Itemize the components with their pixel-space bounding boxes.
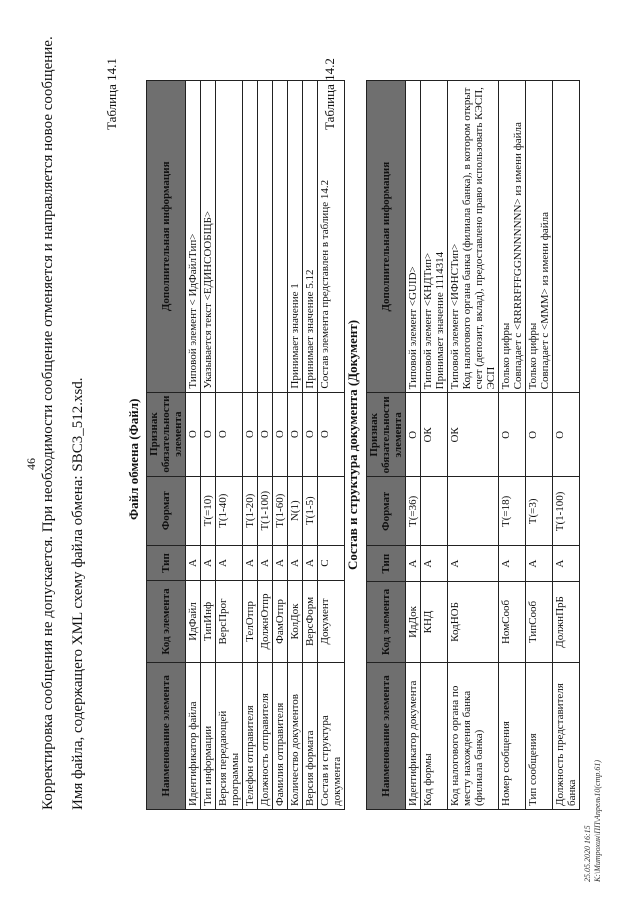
table2-cell: Тип сообщения: [526, 662, 553, 809]
table2-cell: А: [553, 546, 580, 582]
table1-cell: О: [303, 392, 318, 476]
intro-text-line1: Корректировка сообщения не допускается. При необходимости сообщение отменяется и направляется новое сообщение.: [40, 36, 56, 810]
table2-cell: Код формы: [421, 662, 448, 809]
table2-cell: [553, 81, 580, 393]
table1-header-row: [147, 81, 186, 810]
rotated-content: [18, 20, 622, 900]
table1-cell: N(1): [288, 476, 303, 545]
table1-cell: Должность отправителя: [258, 662, 273, 809]
table2-cell: А: [421, 546, 448, 582]
table2: [366, 80, 580, 810]
table1-cell: Версия передающей программы: [216, 662, 243, 809]
table1-row: [258, 81, 273, 810]
table2-cell: Номер сообщения: [499, 662, 526, 809]
table2-cell: Т(=18): [499, 477, 526, 546]
table1-cell: А: [288, 545, 303, 581]
table1-cell: [273, 81, 288, 393]
table1-cell: Т(=10): [201, 476, 216, 545]
table2-header-cell: Код элемента: [367, 581, 406, 662]
table1-row: [288, 81, 303, 810]
table2-cell: Т(=36): [406, 477, 421, 546]
table2-cell: О: [499, 393, 526, 477]
table1-cell: Тип информации: [201, 662, 216, 809]
table1-cell: ВерсПрог: [216, 581, 243, 662]
table1-cell: Версия формата: [303, 662, 318, 809]
table2-cell: Т(=3): [526, 477, 553, 546]
table2-cell: Типовой элемент <ИФНСТип> Код налогового органа банка (филиала банка), в котором открыт счет (депозит, вклад), предоставлено право использовать КЭСП, ЭСП: [448, 81, 499, 393]
table1-cell: Состав и структура документа: [318, 662, 345, 809]
table1-header-cell: Формат: [147, 476, 186, 545]
table1-cell: О: [258, 392, 273, 476]
table2-row: [448, 81, 499, 810]
table1-row: [201, 81, 216, 810]
table2-header-cell: Формат: [367, 477, 406, 546]
table1-cell: О: [201, 392, 216, 476]
table2-cell: ОК: [448, 393, 499, 477]
table1-cell: С: [318, 545, 345, 581]
table1-cell: ДолжнОтпр: [258, 581, 273, 662]
table1-cell: ТипИнф: [201, 581, 216, 662]
table2-cell: А: [448, 546, 499, 582]
table1-caption: Таблица 14.1: [104, 58, 119, 130]
table2-cell: А: [499, 546, 526, 582]
table1-cell: Телефон отправителя: [243, 662, 258, 809]
table1-cell: О: [186, 392, 201, 476]
table1-header-cell: Признак обязательности элемента: [147, 392, 186, 476]
table1-cell: [318, 476, 345, 545]
table2-cell: О: [406, 393, 421, 477]
table2-row: [421, 81, 448, 810]
table1-row: [303, 81, 318, 810]
table1-cell: А: [273, 545, 288, 581]
table2-cell: НомСооб: [499, 581, 526, 662]
table2-row: [526, 81, 553, 810]
table1-cell: КолДок: [288, 581, 303, 662]
table1-cell: ТелОтпр: [243, 581, 258, 662]
table2-cell: Код налогового органа по месту нахождения банка (филиала банка): [448, 662, 499, 809]
table2-cell: Только цифры Совпадает с <RRRRFFFGGNNNNNNN> из имени файла: [499, 81, 526, 393]
table1-cell: А: [243, 545, 258, 581]
footer-stamp: [583, 760, 603, 882]
table1-cell: О: [273, 392, 288, 476]
table1-cell: Т(1-60): [273, 476, 288, 545]
table1-header-cell: Тип: [147, 545, 186, 581]
table1-cell: О: [318, 392, 345, 476]
table1-cell: Документ: [318, 581, 345, 662]
table2-cell: Идентификатор документа: [406, 662, 421, 809]
table2-cell: ТипСооб: [526, 581, 553, 662]
table1-cell: Принимает значение 5.12: [303, 81, 318, 393]
table2-cell: [448, 477, 499, 546]
table1-cell: [216, 81, 243, 393]
table1-cell: Количество документов: [288, 662, 303, 809]
table1-row: [186, 81, 201, 810]
table2-cell: Типовой элемент <GUID>: [406, 81, 421, 393]
table2-row: [553, 81, 580, 810]
table2-cell: ДолжнПрБ: [553, 581, 580, 662]
table1-cell: О: [288, 392, 303, 476]
table2-header-cell: Тип: [367, 546, 406, 582]
table2-cell: О: [526, 393, 553, 477]
table1-cell: А: [186, 545, 201, 581]
table1-cell: А: [258, 545, 273, 581]
table1-cell: Принимает значение 1: [288, 81, 303, 393]
table2-cell: Т(1-100): [553, 477, 580, 546]
table2-cell: КодНОБ: [448, 581, 499, 662]
table1-row: [273, 81, 288, 810]
table1-row: [243, 81, 258, 810]
intro-text-line2: Имя файла, содержащего XML схему файла обмена: SBC3_512.xsd.: [70, 377, 86, 810]
table1-cell: Т(1-40): [216, 476, 243, 545]
table2-row: [499, 81, 526, 810]
table1-cell: А: [216, 545, 243, 581]
page-number: 46: [24, 458, 38, 470]
table1-cell: Т(1-100): [258, 476, 273, 545]
table1-cell: ВерсФорм: [303, 581, 318, 662]
table1-cell: ИдФайл: [186, 581, 201, 662]
table2-cell: Только цифры Совпадает с <МММ> из имени файла: [526, 81, 553, 393]
table2-cell: Должность представителя банка: [553, 662, 580, 809]
table2-header-cell: Дополнительная информация: [367, 81, 406, 393]
table1-header-cell: Наименование элемента: [147, 662, 186, 809]
table2-cell: А: [406, 546, 421, 582]
table2-cell: ОК: [421, 393, 448, 477]
table1-cell: А: [201, 545, 216, 581]
footer-date: 25.05.2020 16:15: [583, 825, 592, 882]
table1-cell: [186, 476, 201, 545]
table2-header-cell: Признак обязательности элемента: [367, 393, 406, 477]
table1-row: [318, 81, 345, 810]
table1-cell: Указывается текст <ЕДИНСООБЩБ>: [201, 81, 216, 393]
table2-caption: Таблица 14.2: [322, 58, 337, 130]
footer-path: К:\Митрохин\ПП\Апрель10(стр.61): [593, 759, 602, 882]
table2-header-row: [367, 81, 406, 810]
table1-header-cell: Код элемента: [147, 581, 186, 662]
table1-cell: ФамОтпр: [273, 581, 288, 662]
table2-cell: А: [526, 546, 553, 582]
table2-cell: [421, 477, 448, 546]
table1-row: [216, 81, 243, 810]
table1: [146, 80, 345, 810]
table1-cell: А: [303, 545, 318, 581]
table2-title: Состав и структура документа (Документ): [345, 319, 360, 570]
table2-cell: ИдДок: [406, 581, 421, 662]
table2-header-cell: Наименование элемента: [367, 662, 406, 809]
table1-cell: Т(1-20): [243, 476, 258, 545]
table1-cell: Идентификатор файла: [186, 662, 201, 809]
table1-cell: [258, 81, 273, 393]
table1-cell: [243, 81, 258, 393]
table1-cell: О: [243, 392, 258, 476]
table2-cell: О: [553, 393, 580, 477]
table2-cell: Типовой элемент <КНДТип> Принимает значение 1114314: [421, 81, 448, 393]
table2-row: [406, 81, 421, 810]
table1-title: Файл обмена (Файл): [126, 398, 141, 520]
table1-cell: О: [216, 392, 243, 476]
table1-cell: Т(1-5): [303, 476, 318, 545]
table1-cell: Фамилия отправителя: [273, 662, 288, 809]
table1-cell: Состав элемента представлен в таблице 14.2: [318, 81, 345, 393]
table1-header-cell: Дополнительная информация: [147, 81, 186, 393]
table2-cell: КНД: [421, 581, 448, 662]
table1-cell: Типовой элемент < ИдФайлТип>: [186, 81, 201, 393]
